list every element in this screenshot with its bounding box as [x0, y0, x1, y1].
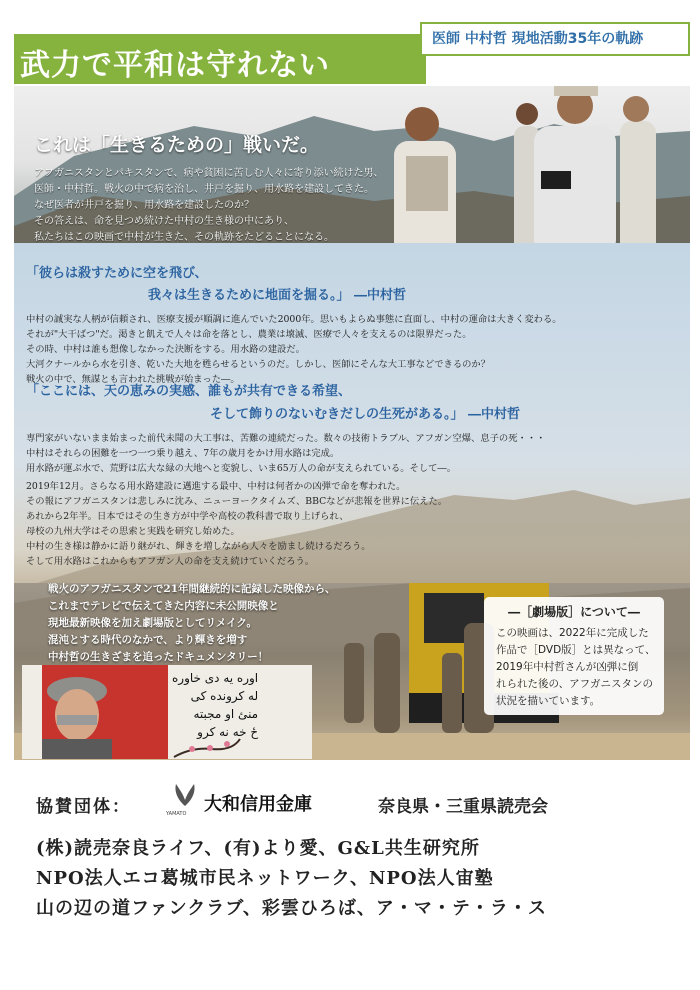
- logo-small-text: YAMATO: [166, 811, 187, 817]
- lower-text-line: これまでテレビで伝えてきた内容に未公開映像と: [48, 600, 279, 612]
- quote-2-line-1: 「ここには、天の恵みの実感、誰もが共有できる希望、: [26, 384, 352, 399]
- note-line: れられた後の、アフガニスタンの: [496, 678, 653, 690]
- body-text-line: 戦火の中で、無謀とも言われた挑戦が始まった―。: [26, 374, 240, 385]
- page-subtitle: 医師 中村哲 現地活動35年の軌跡: [432, 31, 644, 47]
- body-text-line: 大河クナールから水を引き、乾いた大地を甦らせるというのだ。しかし、医師にそんな大工事などできるのか？: [26, 359, 491, 370]
- blossom-branch: [172, 735, 242, 759]
- note-line: 状況を描いています。: [496, 695, 601, 707]
- body-text-line: 中村はそれらの困難を一つ一つ乗り越え、7年の歳月をかけ用水路は完成。: [26, 448, 340, 459]
- hero-line: 医師・中村哲。戦火の中で病を治し、井戸を掘り、用水路を建設してきた。: [34, 184, 374, 195]
- hero-line: その答えは、命を見つめ続けた中村の生き様の中にあり、: [34, 216, 294, 227]
- body-text-line: 2019年12月。さらなる用水路建設に邁進する最中、中村は何者かの凶弾で命を奪われた。: [26, 481, 406, 492]
- note-line: 作品で［DVD版］とは異なって、: [496, 644, 656, 656]
- theatrical-version-note: [484, 597, 664, 715]
- lower-text-line: 中村哲の生きざまを追ったドキュメンタリー！: [48, 651, 269, 663]
- body-text-line: あれから2年半。日本ではその生き方が中学や高校の教科書で取り上げられ、: [26, 511, 349, 522]
- lower-text-line: 戦火のアフガニスタンで21年間継続的に記録した映像から、: [48, 583, 336, 595]
- sponsor-line: NPO法人エコ葛城市民ネットワーク、NPO法人宙塾: [36, 868, 494, 889]
- body-text-line: それが"大干ばつ"だ。渇きと飢えで人々は命を落とし、農業は壊滅、医療で人々を支えるのは限界だった。: [26, 329, 472, 340]
- yamato-logo-icon: [170, 780, 200, 810]
- body-text-line: 用水路が運ぶ水で、荒野は広大な緑の大地へと変貌し、いま65万人の命が支えられている。そして―。: [26, 463, 457, 474]
- note-line: この映画は、2022年に完成した: [496, 627, 649, 639]
- sponsor-partner: 奈良県・三重県読売会: [378, 797, 548, 817]
- mural-script: اوره یه دی خاوره له کرونده کی منئ او مجبته ځ خه نه کرو: [172, 671, 259, 739]
- hero-heading: これは「生きるための」戦いだ。: [34, 134, 320, 156]
- hero-line: 私たちはこの映画で中村が生きた、その軌跡をたどることになる。: [34, 232, 334, 243]
- quote-1-line-2: 我々は生きるために地面を掘る。」 ―中村哲: [148, 288, 407, 303]
- note-title: ―［劇場版］について―: [508, 605, 640, 619]
- lower-text-line: 混沌とする時代のなかで、より輝きを増す: [48, 634, 248, 646]
- sponsor-line: (株)読売奈良ライフ、(有)より愛、G&L共生研究所: [36, 838, 480, 859]
- body-text-line: その時、中村は誰も想像しなかった決断をする。用水路の建設だ。: [26, 344, 305, 355]
- body-text-line: 中村の生き様は静かに語り継がれ、輝きを増しながら人々を励まし続けるだろう。: [26, 541, 371, 552]
- body-text-line: そして用水路はこれからもアフガン人の命を支え続けていくだろう。: [26, 556, 315, 567]
- quote-2-line-2: そして飾りのないむきだしの生死がある。」 ―中村哲: [210, 407, 521, 422]
- sponsor-line: 山の辺の道ファンクラブ、彩雲ひろば、ア・マ・テ・ラ・ス: [36, 898, 547, 919]
- hero-line: なぜ医者が井戸を掘り、用水路を建設したのか？: [34, 200, 254, 211]
- note-line: 2019年中村哲さんが凶弾に倒: [496, 661, 639, 673]
- body-text-line: その報にアフガニスタンは悲しみに沈み、ニューヨークタイムズ、BBCなどが悲報を世界に伝えた。: [26, 496, 448, 507]
- sponsors-label: 協賛団体：: [36, 797, 131, 817]
- body-text-line: 母校の九州大学はその思索と実践を研究し始めた。: [26, 526, 240, 537]
- page-title: 武力で平和は守れない: [20, 48, 330, 83]
- hero-line: アフガニスタンとパキスタンで、病や貧困に苦しむ人々に寄り添い続けた男、: [34, 168, 384, 179]
- body-text-line: 専門家がいないまま始まった前代未聞の大工事は、苦難の連続だった。数々の技術トラブル、アフガン空爆、息子の死・・・: [26, 433, 546, 444]
- portrait-painting: [22, 671, 132, 759]
- mural-photo: [22, 665, 312, 759]
- body-text-line: 中村の誠実な人柄が信頼され、医療支援が順調に進んでいた2000年。思いもよらぬ事態に直面し、中村の運命は大きく変わる。: [26, 314, 562, 325]
- sponsor-logo-name: 大和信用金庫: [204, 794, 312, 815]
- quote-1-line-1: 「彼らは殺すために空を飛び、: [26, 266, 208, 281]
- lower-text-line: 現地最新映像を加え劇場版としてリメイク。: [48, 617, 257, 629]
